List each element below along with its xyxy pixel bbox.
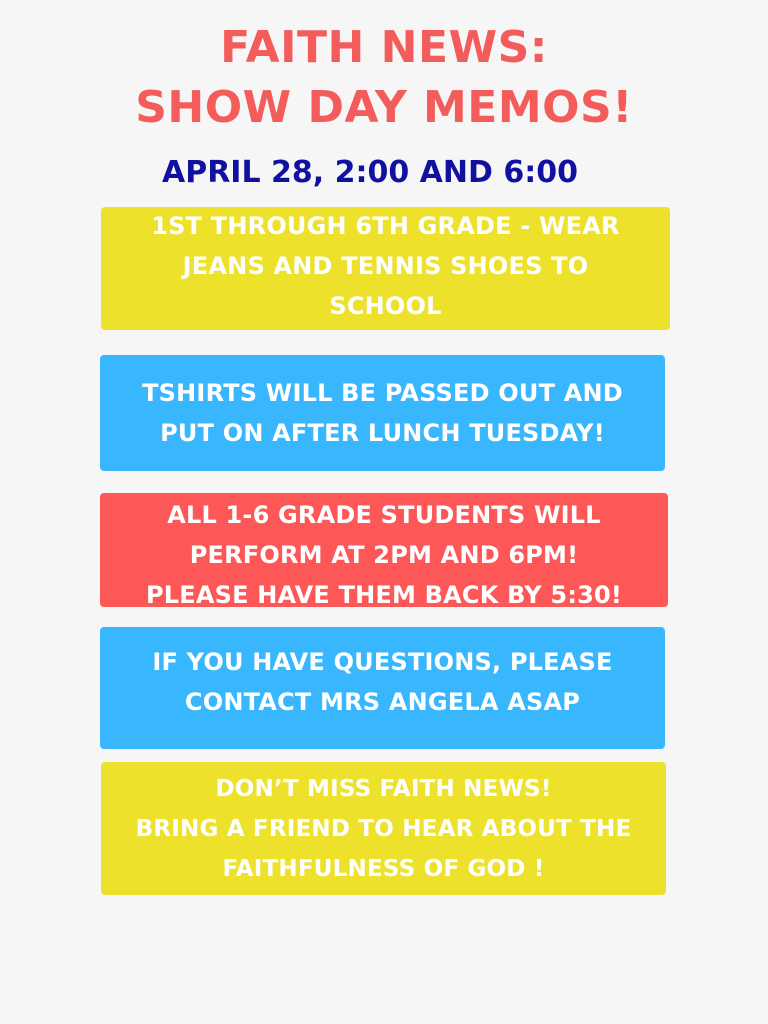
memo-line: ALL 1-6 GRADE STUDENTS WILL <box>167 501 601 529</box>
memo-line: PUT ON AFTER LUNCH TUESDAY! <box>160 419 605 447</box>
memo-line: PLEASE HAVE THEM BACK BY 5:30! <box>145 581 623 609</box>
memo-line: PERFORM AT 2PM AND 6PM! <box>189 541 579 569</box>
memo-line: SCHOOL <box>329 291 442 320</box>
memo-line: JEANS AND TENNIS SHOES TO <box>182 251 589 280</box>
memo-line: IF YOU HAVE QUESTIONS, PLEASE <box>152 648 613 676</box>
memo-line: TSHIRTS WILL BE PASSED OUT AND <box>142 379 623 407</box>
memo-bring-a-friend <box>101 762 666 895</box>
memo-line: FAITHFULNESS OF GOD ! <box>222 855 545 882</box>
memo-line: DON’T MISS FAITH NEWS! <box>215 775 552 802</box>
title-line-2: SHOW DAY MEMOS! <box>135 82 633 133</box>
memo-tshirts <box>100 355 665 471</box>
title-line-1: FAITH NEWS: <box>220 22 548 73</box>
memo-line: 1ST THROUGH 6TH GRADE - WEAR <box>151 211 620 240</box>
memo-dress-code <box>101 207 670 330</box>
memo-questions-contact <box>100 627 665 749</box>
memo-line: BRING A FRIEND TO HEAR ABOUT THE <box>135 815 632 842</box>
memo-line: CONTACT MRS ANGELA ASAP <box>184 688 581 716</box>
event-date: APRIL 28, 2:00 AND 6:00 <box>162 155 578 190</box>
memo-performance-times <box>100 493 668 607</box>
